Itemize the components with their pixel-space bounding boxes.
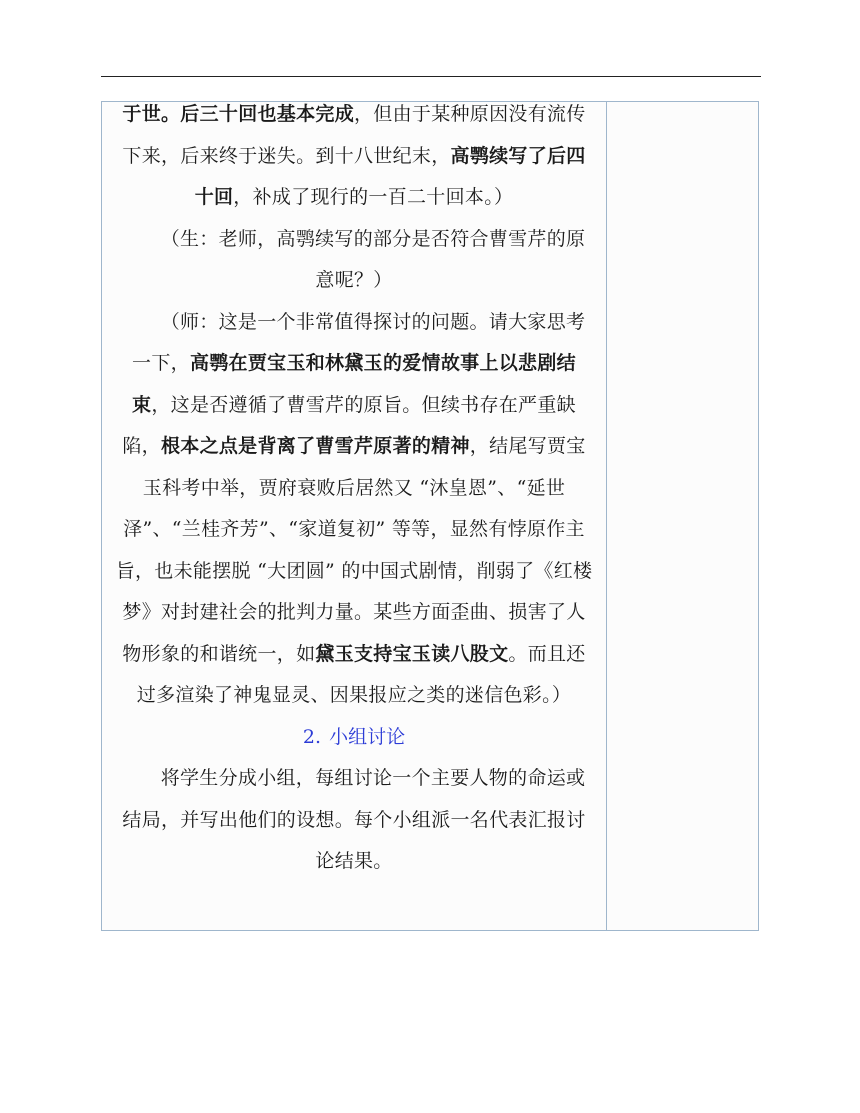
- text-run: 黛玉支持宝玉读八股文: [315, 642, 509, 665]
- text-run: 后三十回也基本完成: [180, 103, 354, 125]
- text-run: 将学生分成小组，每组讨论一个主要人物的命运或结局，并写出他们的设想。每个小组派一名代表汇报讨论结果。: [122, 767, 586, 872]
- paragraph-teacher-answer: [114, 302, 594, 717]
- text-run: 根本之点是背离了曹雪芹原著的精神: [160, 435, 470, 457]
- section-number: 2.: [302, 725, 322, 748]
- table-notes-cell: [607, 102, 758, 930]
- text-run: 于世。: [122, 103, 181, 125]
- lesson-table: [101, 101, 759, 931]
- table-content-cell: [102, 102, 607, 930]
- text-run: （师：这是一个非常值得探讨的问题。请大家思考一下，: [132, 310, 586, 374]
- text-run: ，这是否遵循了曹雪芹的原旨。但续书存在严重缺陷，: [122, 393, 576, 457]
- header-rule: [101, 76, 761, 77]
- text-run: ，结尾写贾宝玉科考中举，贾府衰败后居然又 “沐皇恩”、“延世泽”、“兰桂齐芳”、“家道复初” 等等，显然有悖原作主旨，也未能摆脱 “大团圆” 的中国式剧情，削弱了《红楼梦》对封建社会的批判力量。某些方面歪曲、损害了人物形象的和谐统一，如: [115, 435, 593, 665]
- text-run: ，但由于某种原因没有流传下来，后来终于迷失。到十八世纪末，: [122, 103, 586, 167]
- paragraph-history: [114, 94, 594, 219]
- text-run: 。而且还过多渲染了神鬼显灵、因果报应之类的迷信色彩。）: [136, 642, 586, 706]
- paragraph-group-discussion: [114, 758, 594, 883]
- text-run: 高鹗在贾宝玉和林黛玉的爱情故事上以悲剧结束: [132, 352, 576, 416]
- section-title: 小组讨论: [329, 725, 406, 748]
- text-run: ，补成了现行的一百二十回本。）: [233, 186, 514, 208]
- text-run: （生：老师，高鹗续写的部分是否符合曹雪芹的原意呢？）: [160, 227, 586, 291]
- paragraph-student-question: [114, 219, 594, 302]
- section-heading: [114, 717, 594, 759]
- text-run: 高鹗续写了后四十回: [194, 144, 586, 208]
